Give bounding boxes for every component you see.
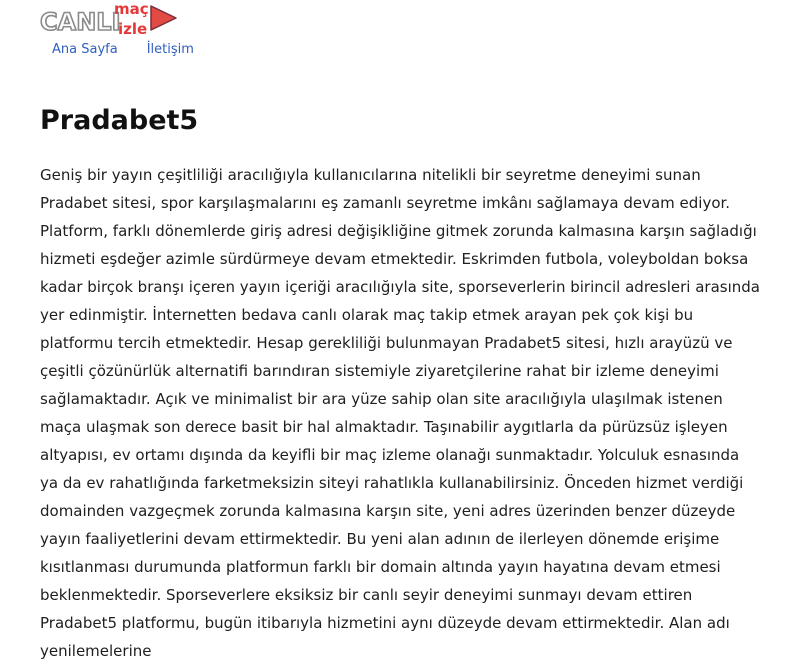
main-content — [40, 101, 762, 665]
nav-link-ana-sayfa[interactable]: Ana Sayfa — [52, 42, 118, 57]
play-triangle-icon — [151, 6, 176, 30]
article-body: Geniş bir yayın çeşitliliği aracılığıyla kullanıcılarına nitelikli bir seyretme deneyimi sunan Pradabet sitesi, spor karşılaşmalarını eş zamanlı seyretme imkânı sağlamaya devam ediyor. Platform, farklı dönemlerde giriş adresi değişikliğine gitmek zorunda kalmasına karşın sağladığı hizmeti eşdeğer azimle sürdürmeye devam etmektedir. Eskrimden futbola, voleyboldan boksa kadar birçok branşı içeren yayın içeriği aracılığıyla site, sporseverlerin birincil adresleri arasında yer edinmiştir. İnternetten bedava canlı olarak maç takip etmek arayan pek çok kişi bu platformu tercih etmektedir. Hesap gerekliliği bulunmayan Pradabet5 sitesi, hızlı arayüzü ve çeşitli çözünürlük alternatifi barındıran sistemiyle ziyaretçilerine rahat bir izleme deneyimi sağlamaktadır. Açık ve minimalist bir ara yüze sahip olan site aracılığıyla ulaşılmak istenen maça ulaşmak son derece basit bir hal almaktadır. Taşınabilir aygıtlarla da pürüzsüz işleyen altyapısı, ev ortamı dışında da keyifli bir maç izleme olanağı sunmaktadır. Yolculuk esnasında ya da ev rahatlığında farketmeksizin siteyi rahatlıkla kullanabilirsiniz. Önceden hizmet verdiği domainden vazgeçmek zorunda kalmasına karşın site, yeni adres üzerinden benzer düzeyde yayın faaliyetlerini devam ettirmektedir. Bu yeni alan adının de ilerleyen dönemde erişime kısıtlanması durumunda platformun farklı bir domain altında yayın hayatına devam etmesi beklenmektedir. Sporseverlere eksiksiz bir canlı seyir deneyimi sunmayı devam ettiren Pradabet5 platformu, bugün itibarıyla hizmetini aynı düzeyde devam ettirmektedir. Alan adı yenilemelerine — [40, 166, 760, 660]
page-title: Pradabet5 — [40, 105, 199, 136]
site-logo[interactable] — [40, 0, 180, 38]
logo-word-canli: CANLI — [40, 8, 121, 36]
logo-word-izle: izle — [118, 20, 148, 38]
site-header — [0, 0, 800, 70]
main-nav — [52, 42, 194, 58]
logo-word-mac: maç — [114, 0, 149, 18]
nav-link-iletisim[interactable]: İletişim — [146, 42, 194, 57]
